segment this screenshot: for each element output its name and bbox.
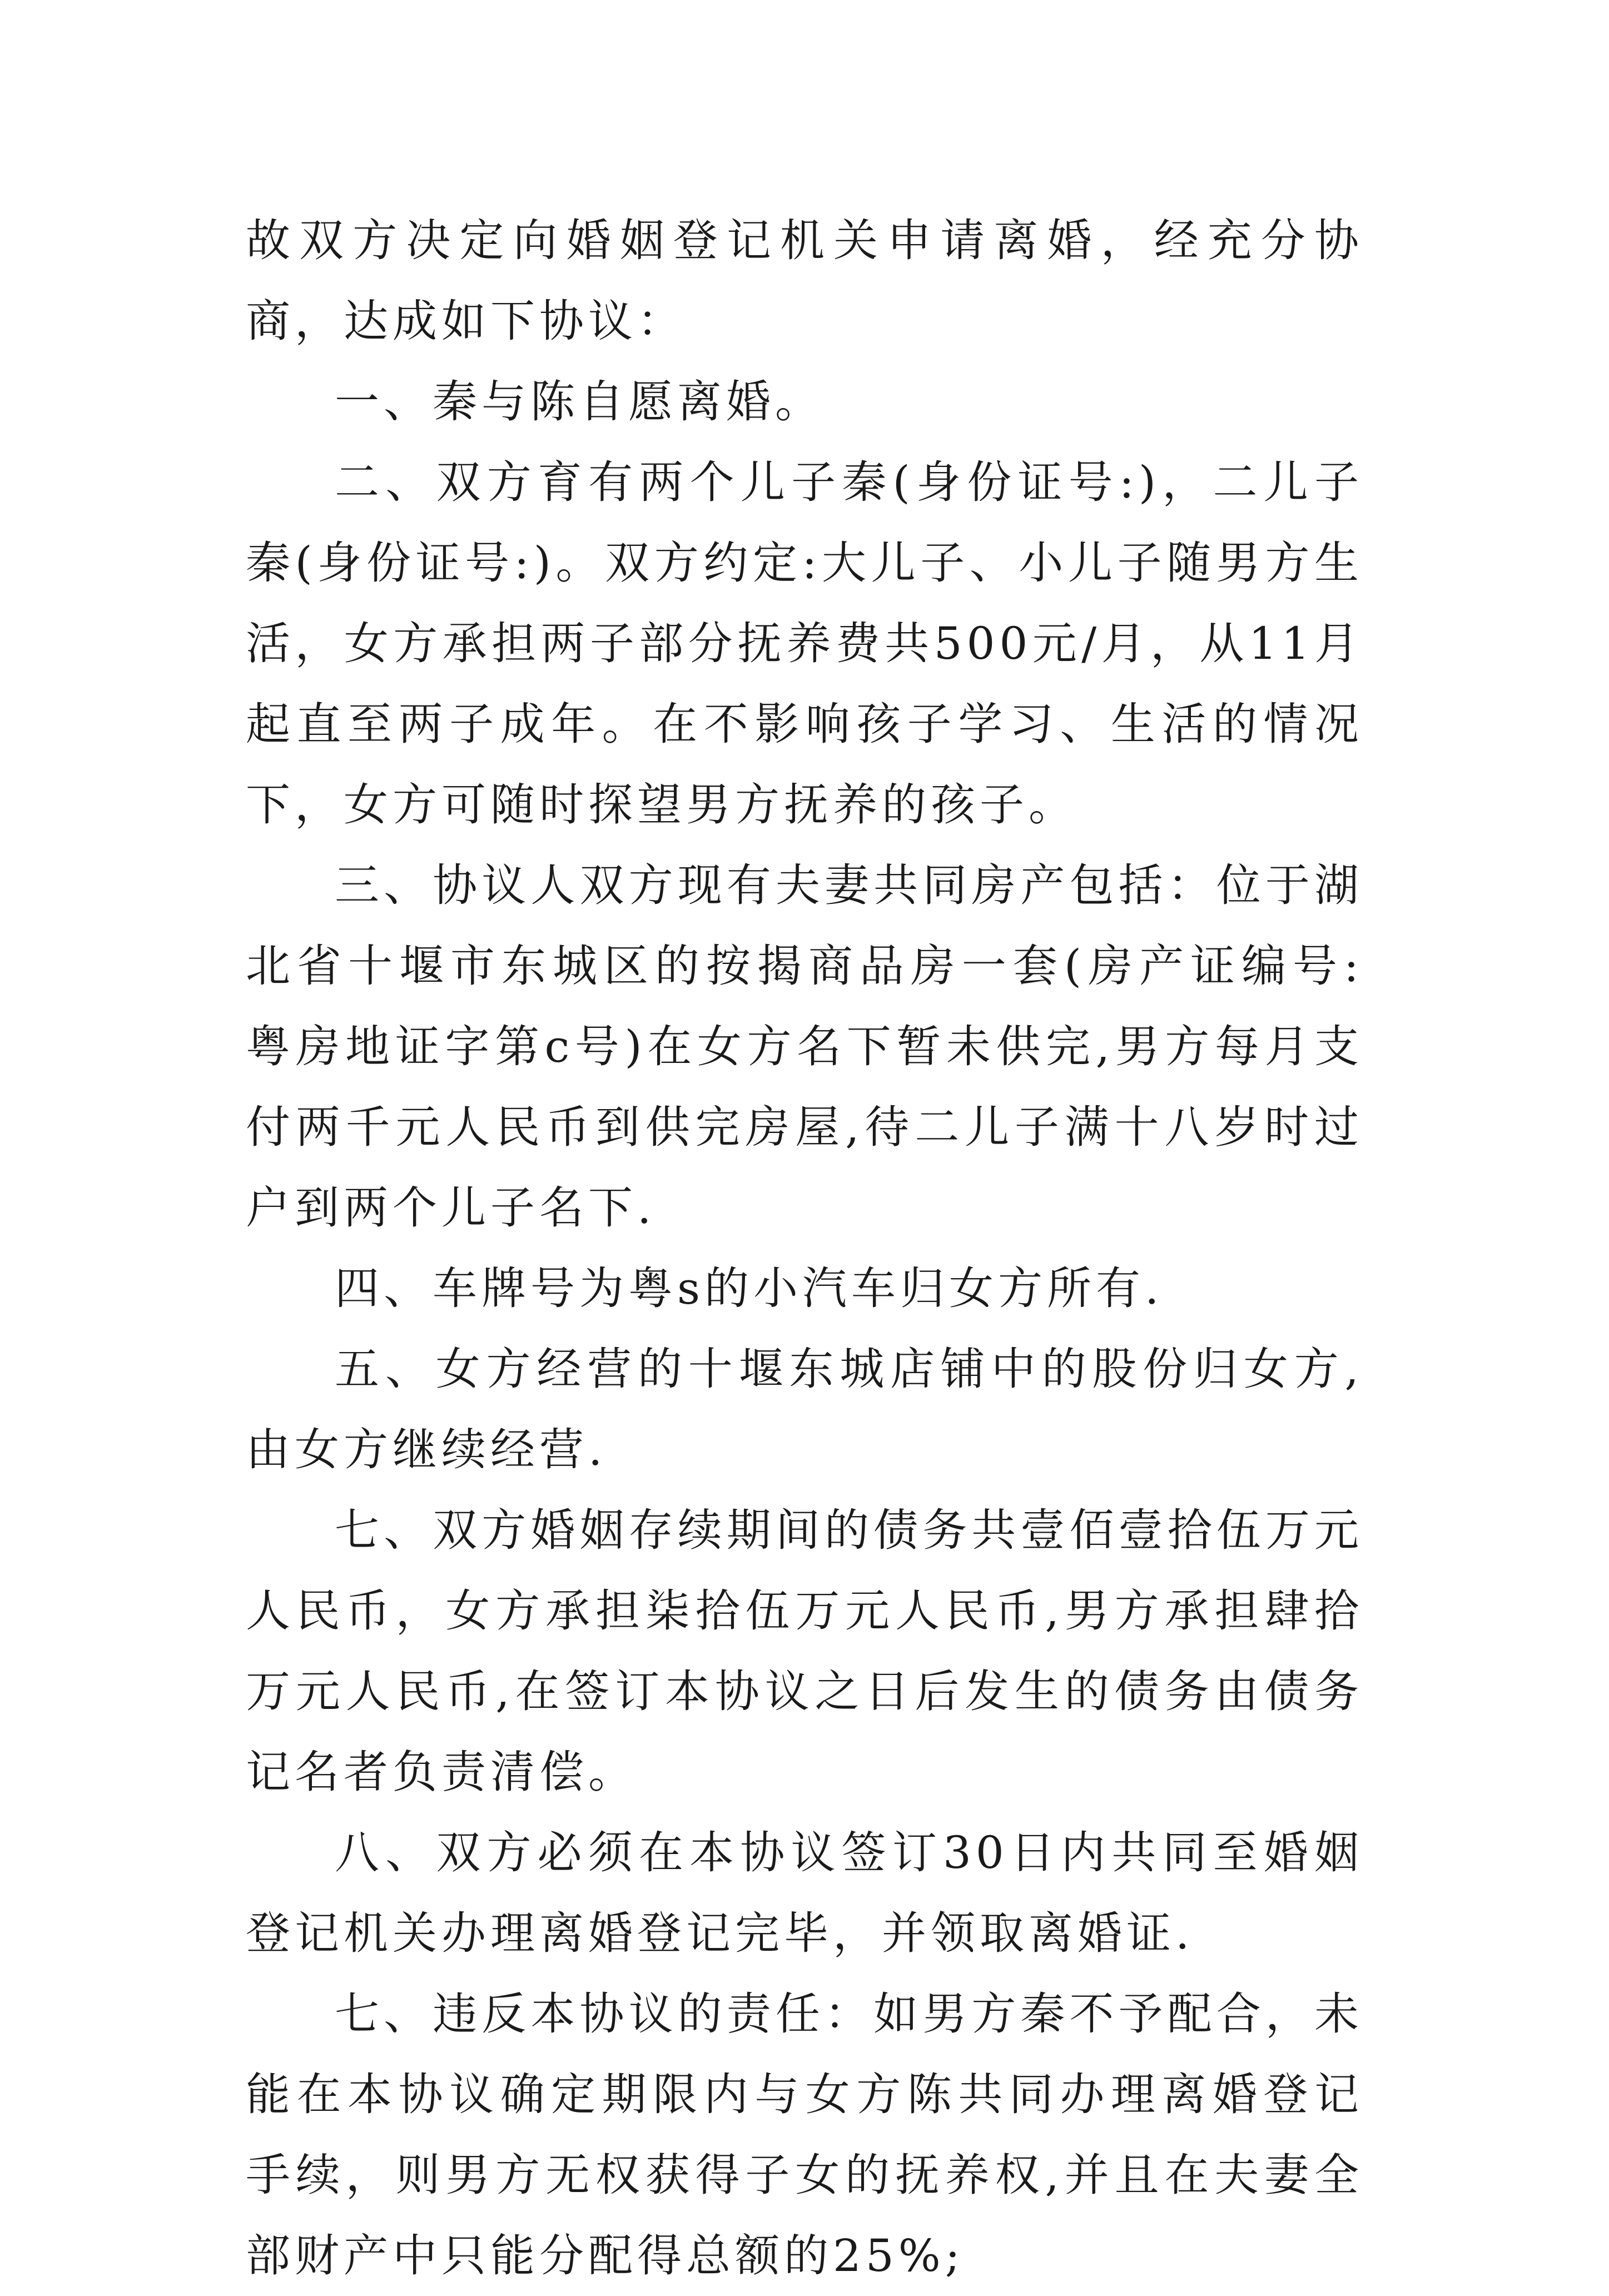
paragraph-intro: 故双方决定向婚姻登记机关申请离婚，经充分协商，达成如下协议： <box>246 215 1363 347</box>
paragraph-clause-2: 二、双方育有两个儿子秦(身份证号:)，二儿子秦(身份证号:)。双方约定:大儿子、小儿子随男方生活，女方承担两子部分抚养费共500元/月，从11月起直至两子成年。在不影响孩子学习、生活的情况下，女方可随时探望男方抚养的孩子。 <box>246 456 1363 831</box>
paragraph-clause-7-debts: 七、双方婚姻存续期间的债务共壹佰壹拾伍万元人民币，女方承担柒拾伍万元人民币,男方承担肆拾万元人民币,在签订本协议之日后发生的债务由债务记名者负责清偿。 <box>246 1504 1363 1798</box>
document-body <box>246 200 1363 2296</box>
paragraph-clause-5: 五、女方经营的十堰东城店铺中的股份归女方,由女方继续经营. <box>246 1343 1363 1475</box>
paragraph-clause-4: 四、车牌号为粤s的小汽车归女方所有. <box>335 1263 1164 1314</box>
paragraph-clause-1: 一、秦与陈自愿离婚。 <box>335 376 824 428</box>
paragraph-clause-7-liability: 七、违反本协议的责任：如男方秦不予配合，未能在本协议确定期限内与女方陈共同办理离婚登记手续，则男方无权获得子女的抚养权,并且在夫妻全部财产中只能分配得总额的25%; <box>246 1988 1363 2282</box>
paragraph-clause-8: 八、双方必须在本协议签订30日内共同至婚姻登记机关办理离婚登记完毕，并领取离婚证. <box>246 1827 1363 1959</box>
paragraph-clause-3: 三、协议人双方现有夫妻共同房产包括：位于湖北省十堰市东城区的按揭商品房一套(房产证编号:粤房地证字第c号)在女方名下暂未供完,男方每月支付两千元人民币到供完房屋,待二儿子满十八岁时过户到两个儿子名下. <box>246 859 1363 1234</box>
